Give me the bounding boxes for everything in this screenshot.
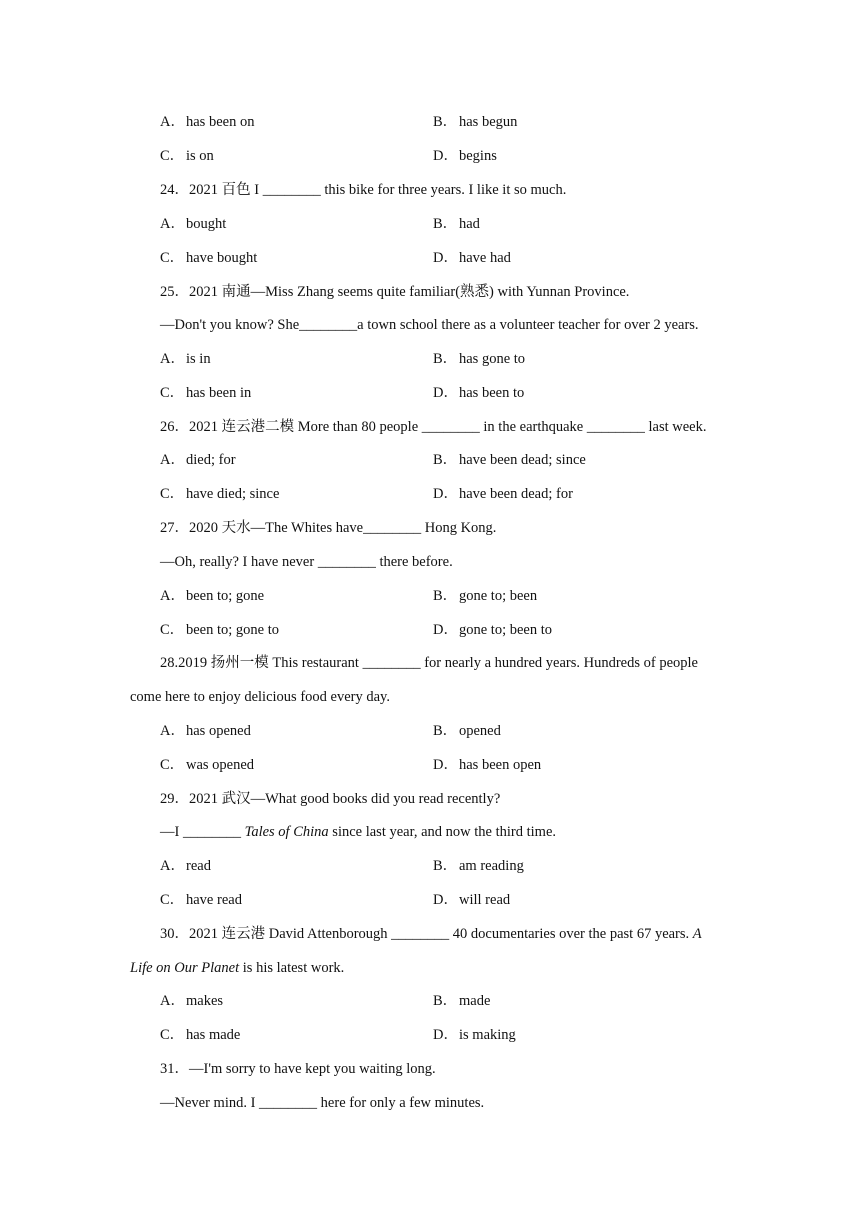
q28-stem: 28.2019 扬州一模 This restaurant ________ for nearly a hundred years. Hundreds of people <box>160 655 698 671</box>
q26-option-c: C． have died; since <box>160 486 280 502</box>
q29-stem: 29．2021 武汉—What good books did you read recently? <box>160 791 501 807</box>
q23-option-d: D．begins <box>433 148 497 164</box>
q27-stem: 27．2020 天水—The Whites have________ Hong Kong. <box>160 520 497 536</box>
q29-option-b: B． am reading <box>433 858 524 874</box>
q25-option-c: C． has been in <box>160 385 252 401</box>
q27-option-b: B． gone to; been <box>433 588 538 604</box>
book-title: Tales of China <box>244 824 329 840</box>
q24-option-c: C． have bought <box>160 250 258 266</box>
q27-reply: —Oh, really? I have never ________ there before. <box>160 554 453 570</box>
q28-option-a: A．has opened <box>160 723 251 739</box>
q25-option-a: A．is in <box>160 351 211 367</box>
q31-stem: 31．—I'm sorry to have kept you waiting long. <box>160 1061 436 1077</box>
q26-stem: 26．2021 连云港二模 More than 80 people ________ in the earthquake ________ last week. <box>160 419 707 435</box>
q26-option-d: D．have been dead; for <box>433 486 573 502</box>
q28-stem-continued: come here to enjoy delicious food every day. <box>130 689 390 705</box>
q30-option-a: A．makes <box>160 993 224 1009</box>
q24-option-a: A．bought <box>160 216 227 232</box>
documentary-title: Life on Our Planet <box>130 960 240 976</box>
q25-option-b: B． has gone to <box>433 351 526 367</box>
q27-option-a: A．been to; gone <box>160 588 265 604</box>
q29-option-d: D．will read <box>433 892 511 908</box>
q23-option-b: B． has begun <box>433 114 518 130</box>
q25-reply: —Don't you know? She________a town school there as a volunteer teacher for over 2 years. <box>160 317 699 333</box>
q27-option-c: C． been to; gone to <box>160 622 280 638</box>
q29-option-a: A．read <box>160 858 211 874</box>
q26-option-b: B． have been dead; since <box>433 452 586 468</box>
q30-stem: 30．2021 连云港 David Attenborough ________ 40 documentaries over the past 67 years. A <box>160 926 702 942</box>
q27-option-d: D．gone to; been to <box>433 622 553 638</box>
q30-stem-continued: Life on Our Planet is his latest work. <box>130 960 345 976</box>
q23-option-c: C． is on <box>160 148 214 164</box>
q28-option-c: C． was opened <box>160 757 255 773</box>
q28-option-d: D．has been open <box>433 757 542 773</box>
q29-option-c: C． have read <box>160 892 242 908</box>
q23-option-a: A．has been on <box>160 114 255 130</box>
q26-option-a: A．died; for <box>160 452 236 468</box>
q30-option-b: B． made <box>433 993 491 1009</box>
q31-reply: —Never mind. I ________ here for only a few minutes. <box>160 1095 485 1111</box>
q28-option-b: B． opened <box>433 723 501 739</box>
q24-stem: 24．2021 百色 I ________ this bike for three years. I like it so much. <box>160 182 567 198</box>
q29-reply: —I ________ Tales of China since last year, and now the third time. <box>160 824 556 840</box>
q25-stem: 25．2021 南通—Miss Zhang seems quite familiar(熟悉) with Yunnan Province. <box>160 284 630 300</box>
q25-option-d: D．has been to <box>433 385 525 401</box>
q30-option-d: D．is making <box>433 1027 516 1043</box>
q24-option-b: B． had <box>433 216 480 232</box>
q24-option-d: D．have had <box>433 250 511 266</box>
q30-option-c: C． has made <box>160 1027 241 1043</box>
